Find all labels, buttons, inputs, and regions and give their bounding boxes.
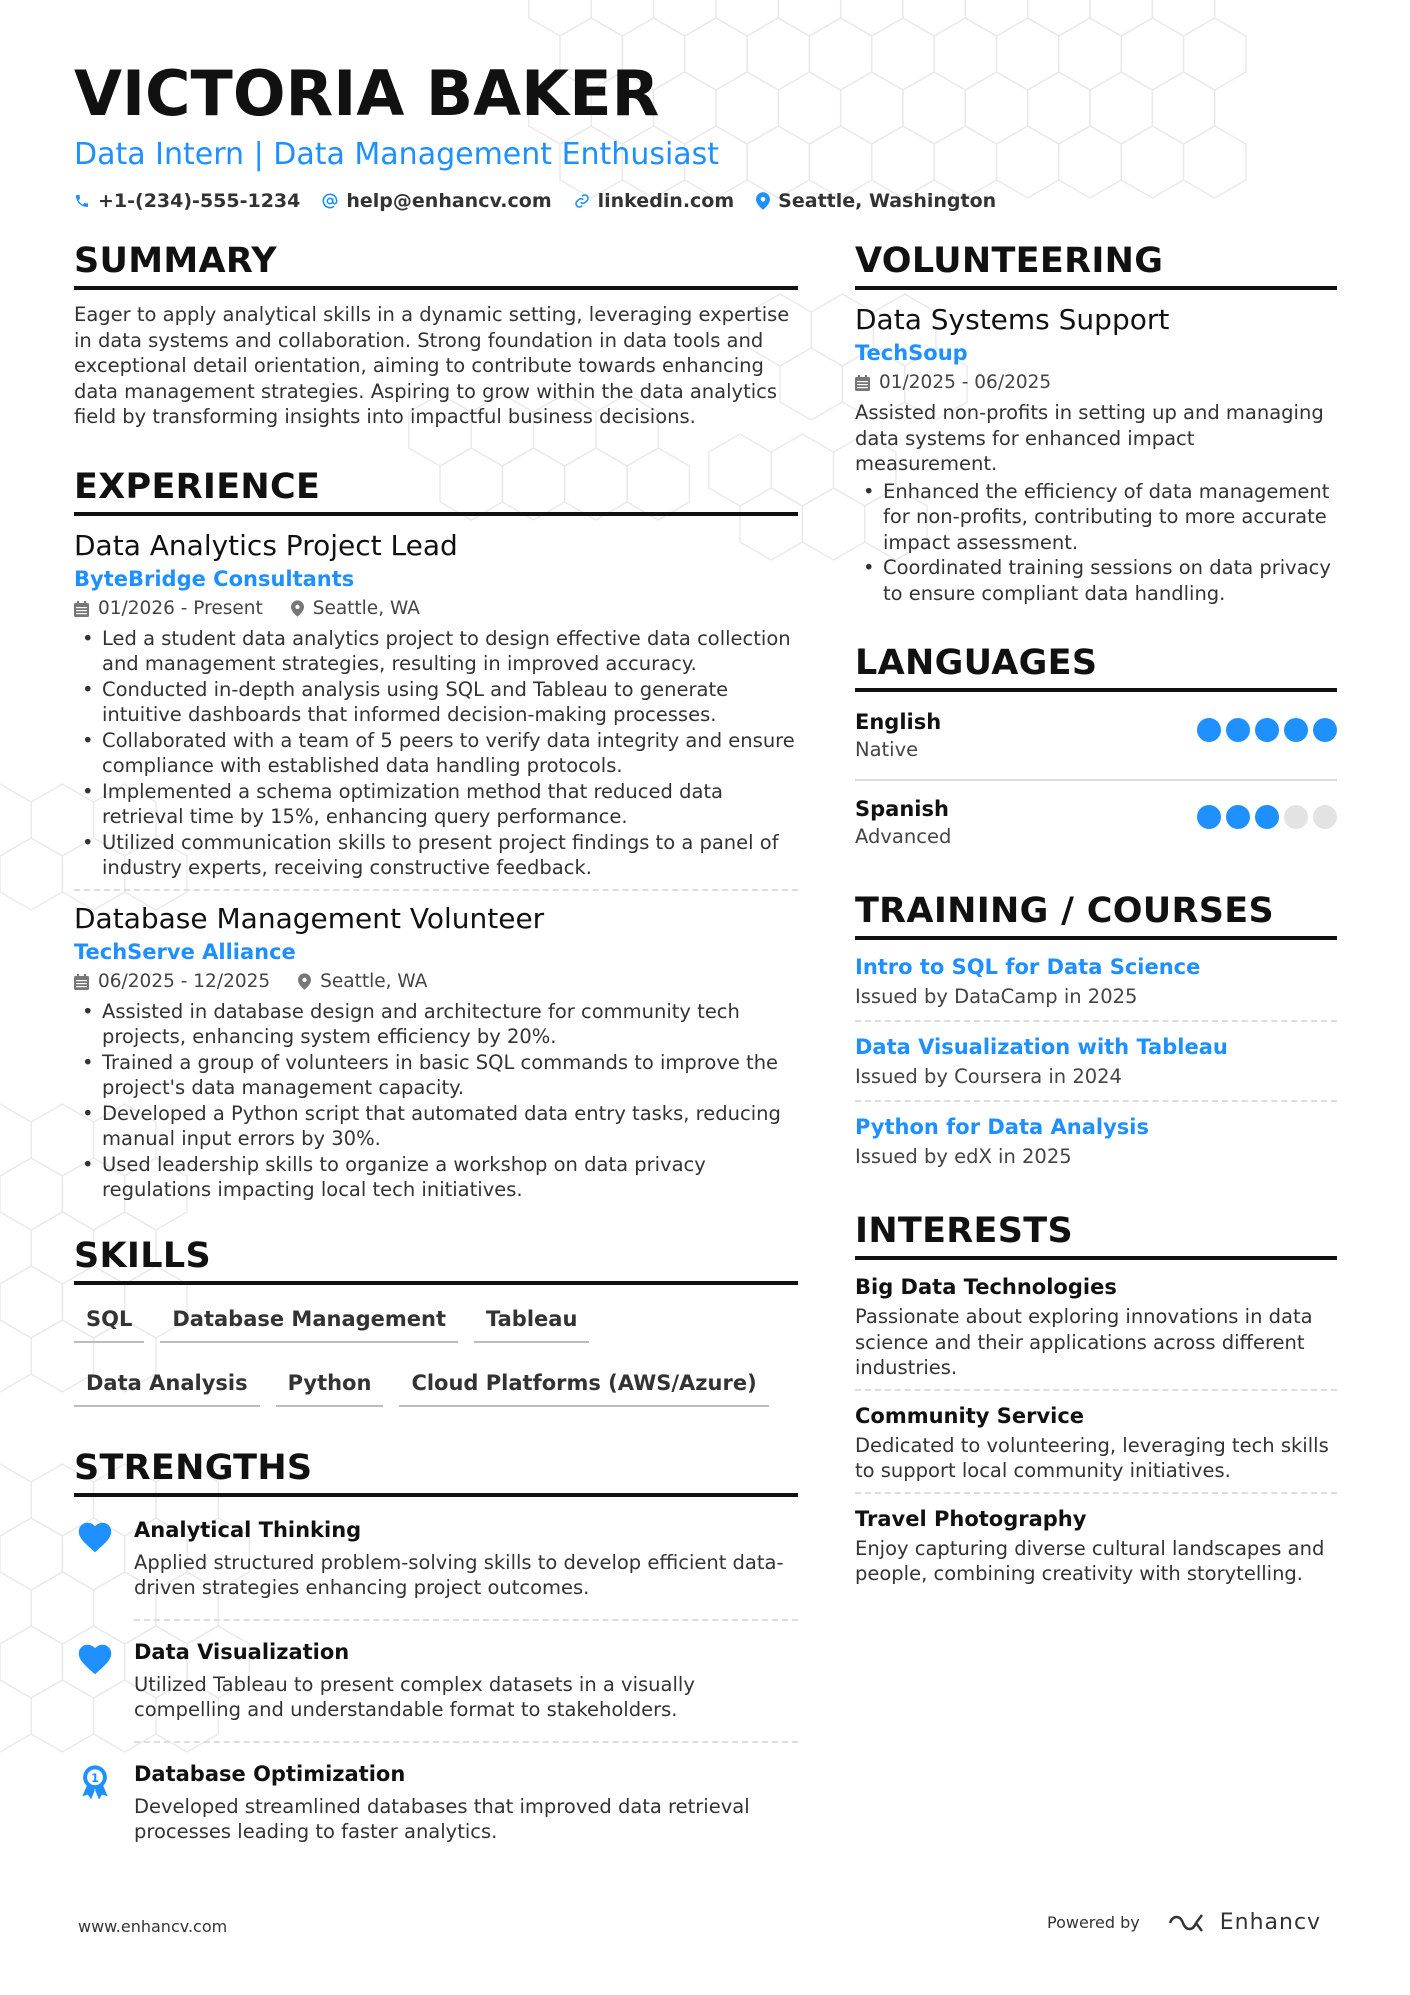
divider [134,1619,798,1621]
company-name[interactable]: ByteBridge Consultants [74,566,355,591]
divider [74,889,798,891]
svg-text:1: 1 [91,1771,99,1785]
interest-title: Community Service [855,1403,1085,1428]
contact-email[interactable] [322,190,551,212]
heart-icon [76,1519,114,1553]
divider [855,1492,1337,1494]
volunteer-desc: Assisted non-profits in setting up and managing data systems for enhanced impact measurement. [855,401,1324,475]
volunteer-org[interactable]: TechSoup [855,341,968,365]
interest-title: Big Data Technologies [855,1275,1117,1299]
hexagon-shape [0,1464,31,1536]
volunteering-heading: VOLUNTEERING [855,238,1337,290]
rating-dot-filled [1226,805,1250,829]
course-item [855,1112,1337,1172]
brand-name: Enhancv [1219,1910,1322,1935]
course-title[interactable]: Python for Data Analysis [855,1115,1149,1139]
rating-dot-filled [1255,805,1279,829]
linkedin-text: linkedin.com [597,190,735,212]
hexagon-shape [965,0,1027,36]
skill-tag: Data Analysis [74,1363,260,1407]
divider [855,779,1337,781]
rating-dot-empty [1284,805,1308,829]
job-location-text: Seattle, WA [320,970,428,992]
strength-item [74,1753,798,1855]
rating-dot-filled [1255,718,1279,742]
interest-item [855,1272,1337,1381]
divider [855,1100,1337,1102]
contact-phone[interactable] [74,190,300,212]
hexagon-shape [0,1518,62,1590]
volunteering-section [855,238,1337,606]
hexagon-shape [529,0,591,36]
hexagon-shape [841,0,903,36]
hexagon-shape [0,784,31,856]
course-title[interactable]: Intro to SQL for Data Science [855,955,1201,979]
volunteer-dates-text: 01/2025 - 06/2025 [879,372,1052,393]
enhancv-logo-icon [1166,1911,1212,1935]
course-title[interactable]: Data Visualization with Tableau [855,1035,1228,1059]
strength-desc: Utilized Tableau to present complex datasets in a visually compelling and understandable format to stakeholders. [134,1672,695,1721]
job-dates-text: 06/2025 - 12/2025 [98,970,271,992]
hexagon-shape [0,1266,62,1338]
bullet-item: • Implemented a schema optimization method that reduced data retrieval time by 15%, enhancing query performance. [74,779,798,830]
bullet-item: • Collaborated with a team of 5 peers to verify data integrity and ensure compliance with established data handling protocols. [74,728,798,779]
summary-heading: SUMMARY [74,238,798,290]
location-pin-icon [756,192,770,210]
language-item [855,791,1337,858]
interests-heading: INTERESTS [855,1208,1337,1260]
location-pin-icon [298,973,311,990]
company-name[interactable]: TechServe Alliance [74,939,296,964]
calendar-icon [74,974,89,990]
rating-dot-filled [1197,805,1221,829]
skill-tag: Database Management [160,1299,458,1343]
job-entry [74,901,798,1203]
skills-list [74,1297,798,1427]
interest-item [855,1504,1337,1587]
hexagon-shape [0,1320,31,1392]
strength-desc: Applied structured problem-solving skills to develop efficient data-driven strategies enhancing project outcomes. [134,1550,784,1599]
courses-heading: TRAINING / COURSES [855,888,1337,940]
skill-tag: SQL [74,1299,144,1343]
interest-desc: Dedicated to volunteering, leveraging tech skills to support local community initiatives. [855,1433,1329,1482]
volunteer-dates [855,368,1051,398]
divider [134,1741,798,1743]
bullet-item: • Coordinated training sessions on data privacy to ensure compliant data handling. [855,555,1337,606]
footer-website[interactable]: www.enhancv.com [78,1917,228,1936]
interest-item [855,1401,1337,1484]
languages-section [855,640,1337,858]
hexagon-shape [0,1212,31,1284]
divider [855,1020,1337,1022]
language-rating [1192,718,1337,742]
location-text: Seattle, Washington [778,190,997,212]
bullet-item: • Conducted in-depth analysis using SQL and Tableau to generate intuitive dashboards that informed decision-making processes. [74,677,798,728]
bullet-item: • Utilized communication skills to present project findings to a panel of industry experts, receiving constructive feedback. [74,830,798,881]
hexagon-shape [0,838,62,910]
language-item [855,704,1337,771]
bullet-item: • Led a student data analytics project to design effective data collection and management strategies, resulting in improved accuracy. [74,626,798,677]
phone-icon [74,193,90,209]
volunteer-bullets [855,479,1337,607]
skills-section [74,1233,798,1427]
divider [855,1389,1337,1391]
rating-dot-filled [1226,718,1250,742]
language-level: Advanced [855,825,952,848]
hexagon-shape [591,0,653,36]
hexagon-shape [0,1158,62,1230]
job-meta [74,594,798,624]
bullet-item: • Trained a group of volunteers in basic SQL commands to improve the project's data management capacity. [74,1050,798,1101]
rating-dot-empty [1313,805,1337,829]
hexagon-shape [0,1626,62,1698]
job-dates [74,967,270,997]
footer-branding [1047,1910,1321,1935]
interests-section [855,1208,1337,1587]
rating-dot-filled [1197,718,1221,742]
job-location-text: Seattle, WA [312,597,420,619]
right-column [855,238,1337,1621]
course-issuer: Issued by edX in 2025 [855,1145,1072,1168]
contact-bar [74,190,1334,212]
contact-linkedin[interactable] [574,190,735,212]
hexagon-shape [1090,0,1152,36]
experience-section [74,464,798,1203]
skills-heading: SKILLS [74,1233,798,1285]
hexagon-shape [778,0,840,36]
skill-tag: Cloud Platforms (AWS/Azure) [399,1363,768,1407]
language-name: English [855,710,942,734]
candidate-name: VICTORIA BAKER [74,57,660,130]
course-item [855,952,1337,1012]
contact-location [756,190,996,212]
location-pin-icon [291,600,304,617]
rating-dot-filled [1284,718,1308,742]
strength-title: Analytical Thinking [134,1517,362,1542]
calendar-icon [855,375,870,391]
course-issuer: Issued by Coursera in 2024 [855,1065,1122,1088]
job-bullets [74,626,798,881]
phone-text: +1-(234)-555-1234 [98,190,301,212]
rating-dot-filled [1313,718,1337,742]
language-level: Native [855,738,919,761]
volunteer-meta [855,368,1337,398]
volunteer-role: Data Systems Support [855,303,1170,336]
candidate-title: Data Intern | Data Management Enthusiast [74,137,720,172]
bullet-item: • Enhanced the efficiency of data management for non-profits, contributing to more accurate impact assessment. [855,479,1337,556]
hexagon-shape [1152,0,1214,36]
interest-desc: Enjoy capturing diverse cultural landscapes and people, combining creativity with storytelling. [855,1536,1325,1585]
skill-tag: Python [276,1363,384,1407]
language-name: Spanish [855,797,949,821]
job-location [291,594,420,624]
hexagon-shape [716,0,778,36]
heart-icon [76,1641,114,1675]
course-item [855,1032,1337,1092]
bullet-item: • Assisted in database design and architecture for community tech projects, enhancing system efficiency by 20%. [74,999,798,1050]
award-ribbon-icon [76,1763,114,1801]
hexagon-shape [0,1104,31,1176]
left-column [74,238,798,1889]
language-rating [1192,805,1337,829]
skill-tag: Tableau [474,1299,589,1343]
at-sign-icon [322,193,338,209]
hexagon-shape [0,1572,31,1644]
bullet-item: • Developed a Python script that automated data entry tasks, reducing manual input errors by 30%. [74,1101,798,1152]
hexagon-shape [1028,0,1090,36]
strength-item [74,1509,798,1611]
summary-text: Eager to apply analytical skills in a dynamic setting, leveraging expertise in data systems and collaboration. Strong foundation in data tools and exceptional detail orientation, aiming to contribute towards enhancing data management strategies. Aspiring to grow within the data analytics field by transforming insights into impactful business decisions. [74,303,790,428]
job-dates [74,594,263,624]
experience-heading: EXPERIENCE [74,464,798,516]
strengths-section [74,1445,798,1855]
strengths-heading: STRENGTHS [74,1445,798,1497]
job-title: Database Management Volunteer [74,901,545,935]
hexagon-shape [654,0,716,36]
job-bullets [74,999,798,1203]
calendar-icon [74,601,89,617]
job-location [298,967,427,997]
bullet-item: • Used leadership skills to organize a workshop on data privacy regulations impacting local tech initiatives. [74,1152,798,1203]
course-issuer: Issued by DataCamp in 2025 [855,985,1138,1008]
strength-desc: Developed streamlined databases that improved data retrieval processes leading to faster analytics. [134,1794,750,1843]
courses-section [855,888,1337,1172]
interest-title: Travel Photography [855,1506,1087,1531]
job-meta [74,967,798,997]
job-entry [74,528,798,881]
interest-desc: Passionate about exploring innovations in data science and their applications across different industries. [855,1305,1313,1379]
strength-item [74,1631,798,1733]
languages-heading: LANGUAGES [855,640,1337,692]
link-icon [574,193,590,209]
powered-by-text: Powered by [1047,1913,1140,1932]
job-dates-text: 01/2026 - Present [98,597,263,619]
strength-title: Data Visualization [134,1639,350,1664]
strength-title: Database Optimization [134,1761,406,1786]
summary-section [74,238,798,430]
resume-header [74,58,1334,212]
hexagon-shape [0,1680,31,1752]
email-text: help@enhancv.com [346,190,552,212]
hexagon-shape [903,0,965,36]
job-title: Data Analytics Project Lead [74,528,458,562]
